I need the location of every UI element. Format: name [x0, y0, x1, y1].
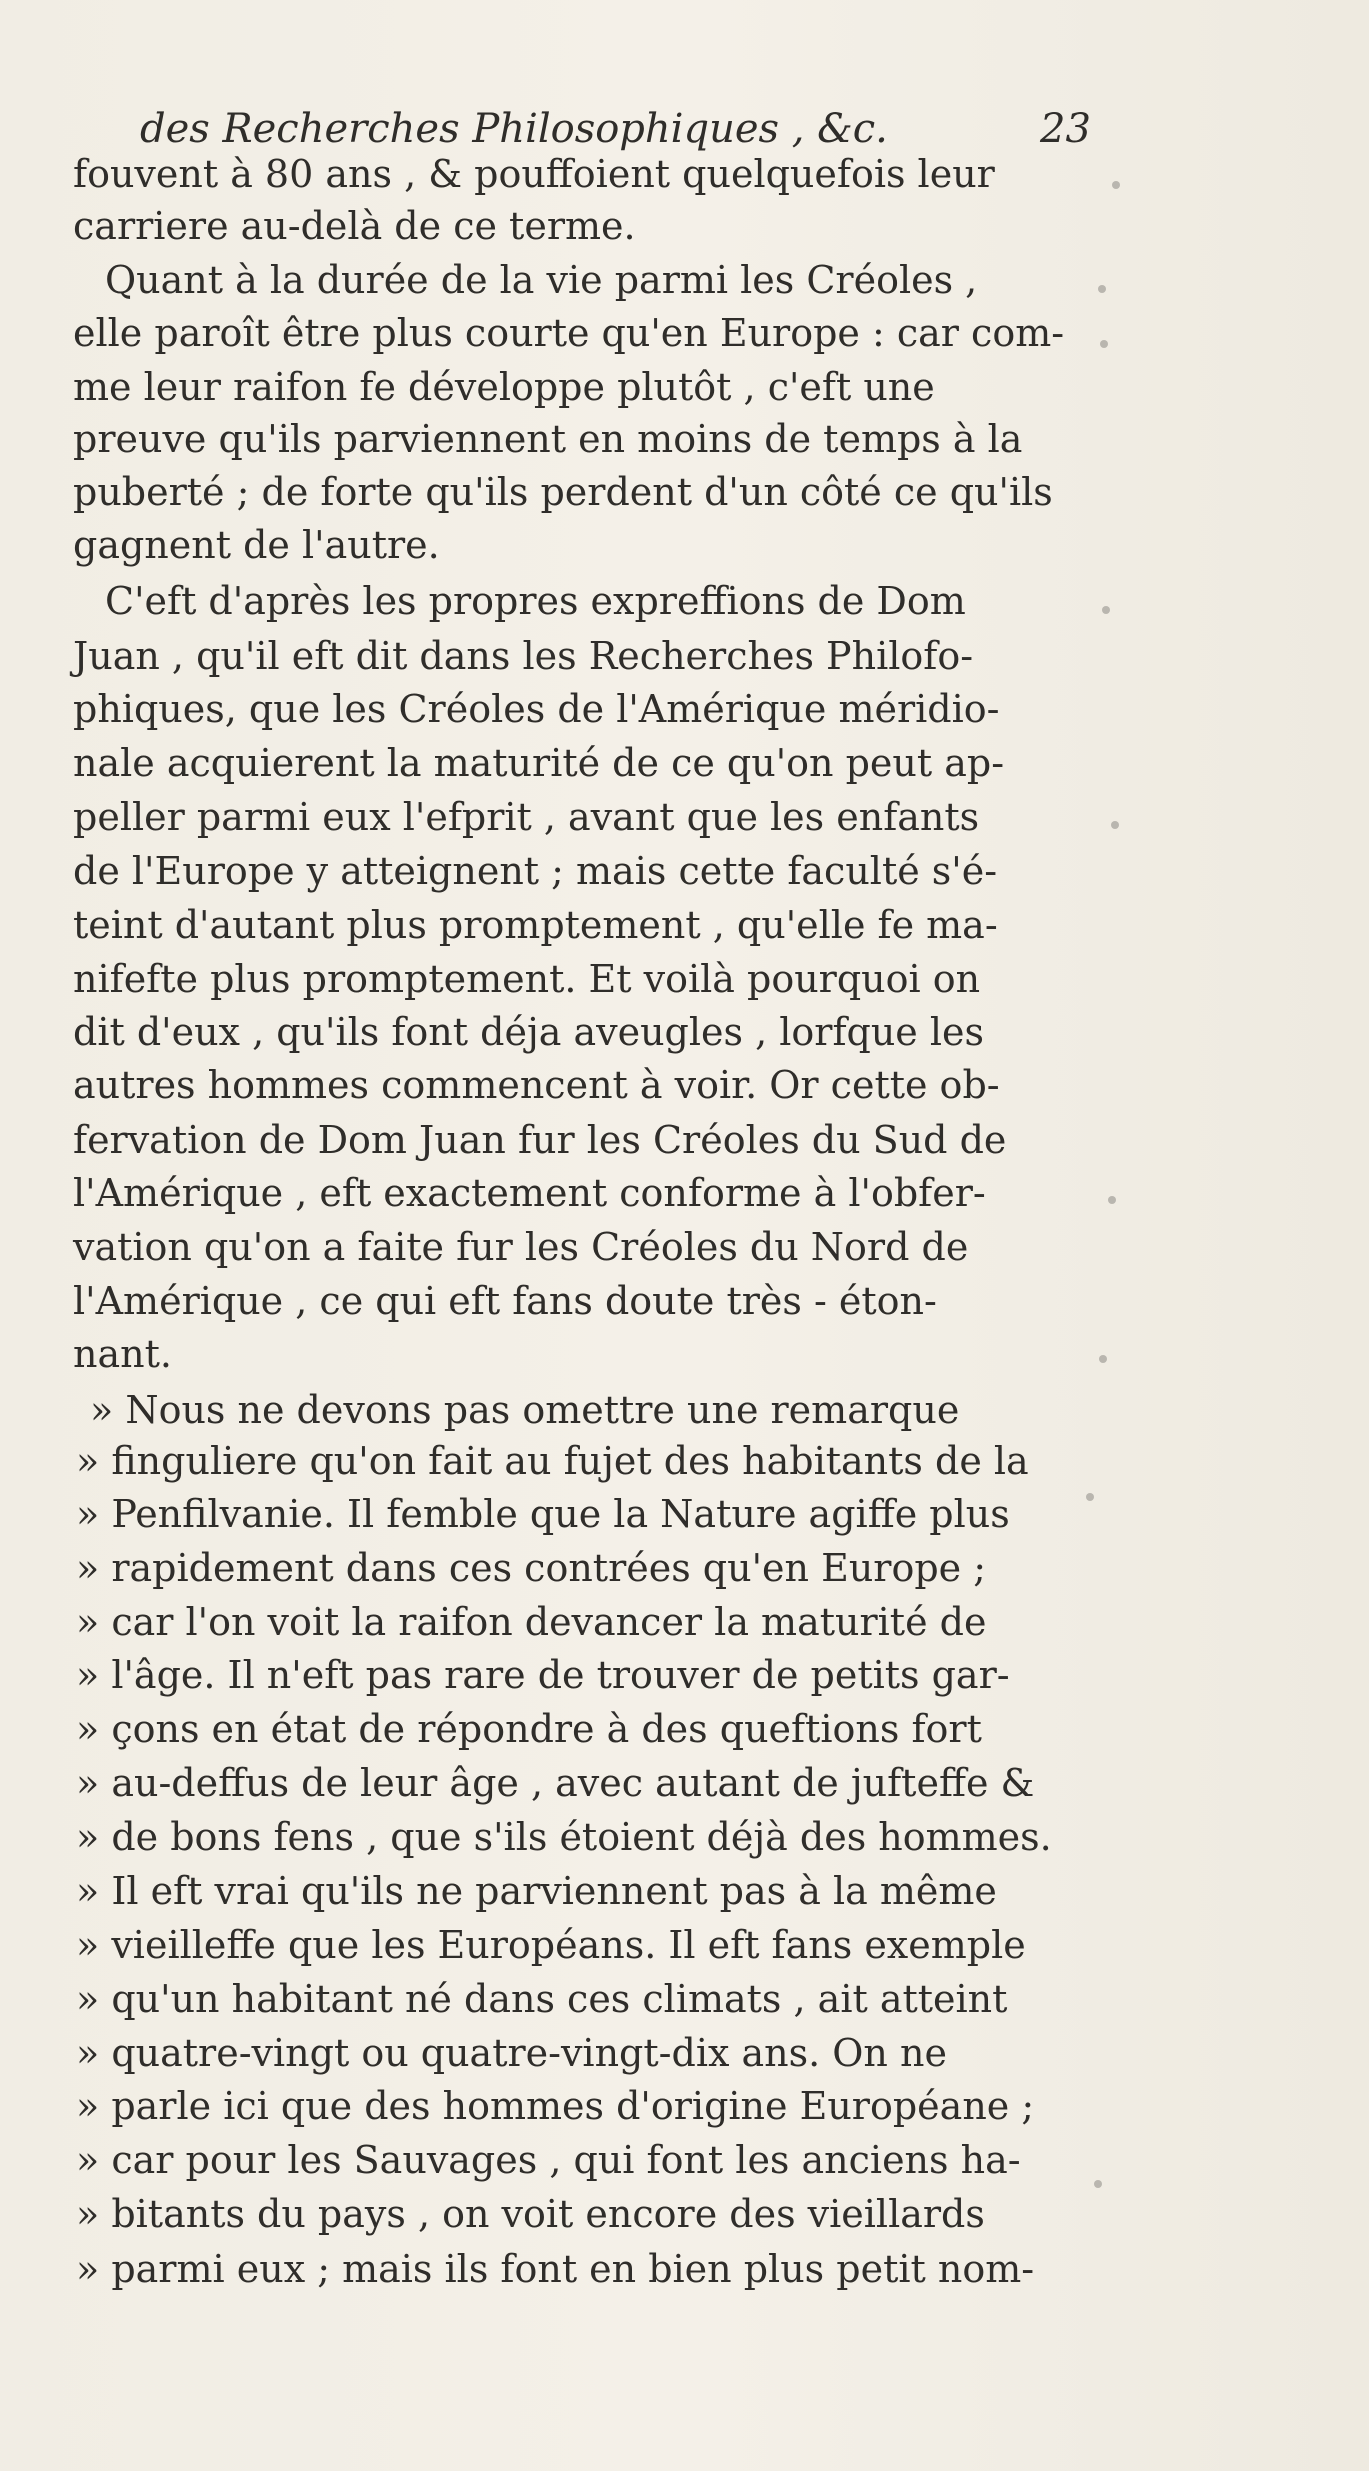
- text-line: » qu'un habitant né dans ces climats , ait atteint: [76, 1977, 1008, 2021]
- text-line: nifefte plus promptement. Et voilà pourquoi on: [73, 957, 981, 1001]
- text-line: » finguliere qu'on fait au fujet des habitants de la: [76, 1439, 1029, 1483]
- margin-speck: [1112, 181, 1120, 189]
- page-number: 23: [1040, 106, 1091, 152]
- margin-speck: [1111, 821, 1119, 829]
- text-line: autres hommes commencent à voir. Or cette ob-: [73, 1063, 1000, 1107]
- margin-speck: [1086, 1493, 1094, 1501]
- text-line: l'Amérique , ce qui eft fans doute très - éton-: [73, 1279, 937, 1323]
- text-line: » Nous ne devons pas omettre une remarque: [90, 1388, 960, 1432]
- margin-speck: [1100, 340, 1108, 348]
- text-line: phiques, que les Créoles de l'Amérique méridio-: [73, 687, 1000, 731]
- text-line: nale acquierent la maturité de ce qu'on peut ap-: [73, 741, 1005, 785]
- text-line: puberté ; de forte qu'ils perdent d'un côté ce qu'ils: [73, 470, 1053, 514]
- text-line: » car l'on voit la raifon devancer la maturité de: [76, 1600, 987, 1644]
- text-line: de l'Europe y atteignent ; mais cette faculté s'é-: [73, 849, 998, 893]
- text-line: » çons en état de répondre à des queftions fort: [76, 1707, 982, 1751]
- text-line: » quatre-vingt ou quatre-vingt-dix ans. On ne: [76, 2031, 947, 2075]
- margin-speck: [1102, 606, 1110, 614]
- text-line: » au-deffus de leur âge , avec autant de jufteffe &: [76, 1761, 1035, 1805]
- text-line: dit d'eux , qu'ils font déja aveugles , lorfque les: [73, 1010, 985, 1054]
- text-line: » parle ici que des hommes d'origine Européane ;: [76, 2084, 1035, 2128]
- text-line: nant.: [73, 1332, 172, 1376]
- text-line: » Penfilvanie. Il femble que la Nature agiffe plus: [76, 1492, 1010, 1536]
- text-line: » l'âge. Il n'eft pas rare de trouver de petits gar-: [76, 1653, 1010, 1697]
- text-line: » de bons fens , que s'ils étoient déjà des hommes.: [76, 1815, 1052, 1859]
- text-line: » Il eft vrai qu'ils ne parviennent pas à la même: [76, 1869, 997, 1913]
- running-title: des Recherches Philosophiques , &c.: [140, 106, 888, 152]
- text-line: Juan , qu'il eft dit dans les Recherches Philofo-: [73, 634, 974, 678]
- text-line: me leur raifon fe développe plutôt , c'eft une: [73, 365, 935, 409]
- text-line: gagnent de l'autre.: [73, 523, 440, 567]
- text-line: » vieilleffe que les Européans. Il eft fans exemple: [76, 1923, 1026, 1967]
- text-line: fouvent à 80 ans , & pouffoient quelquefois leur: [73, 152, 995, 196]
- text-line: l'Amérique , eft exactement conforme à l'obfer-: [73, 1171, 986, 1215]
- text-line: » car pour les Sauvages , qui font les anciens ha-: [76, 2138, 1021, 2182]
- text-line: » parmi eux ; mais ils font en bien plus petit nom-: [76, 2247, 1035, 2291]
- margin-speck: [1094, 2180, 1102, 2188]
- text-line: carriere au-delà de ce terme.: [73, 204, 636, 248]
- text-line: » rapidement dans ces contrées qu'en Europe ;: [76, 1546, 987, 1590]
- margin-speck: [1108, 1196, 1116, 1204]
- text-line: vation qu'on a faite fur les Créoles du Nord de: [73, 1225, 969, 1269]
- margin-speck: [1098, 285, 1106, 293]
- text-line: C'eft d'après les propres expreffions de Dom: [105, 579, 966, 623]
- text-line: preuve qu'ils parviennent en moins de temps à la: [73, 417, 1023, 461]
- text-line: fervation de Dom Juan fur les Créoles du Sud de: [73, 1118, 1007, 1162]
- text-line: elle paroît être plus courte qu'en Europe : car com-: [73, 311, 1065, 355]
- text-line: » bitants du pays , on voit encore des vieillards: [76, 2192, 985, 2236]
- text-line: Quant à la durée de la vie parmi les Créoles ,: [105, 258, 978, 302]
- text-line: peller parmi eux l'efprit , avant que les enfants: [73, 795, 980, 839]
- text-line: teint d'autant plus promptement , qu'elle fe ma-: [73, 903, 998, 947]
- margin-speck: [1099, 1355, 1107, 1363]
